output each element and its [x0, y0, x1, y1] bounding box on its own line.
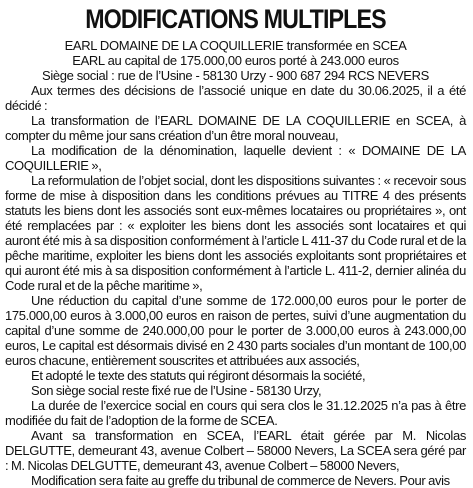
fiscal-year-paragraph: La durée de l’exercice social en cours qui sera clos le 31.12.2025 n’a pas à être modifiée du fait de l’adoption de la forme de SCEA. — [5, 398, 466, 428]
notice-title: MODIFICATIONS MULTIPLES — [85, 4, 386, 34]
registered-office-line: Siège social : rue de l’Usine - 58130 Urzy - 900 687 294 RCS NEVERS — [42, 68, 429, 83]
registry-filing-paragraph: Modification sera faite au greffe du tribunal de commerce de Nevers. Pour avis — [31, 473, 450, 488]
registered-office-paragraph: Son siège social reste fixé rue de l’Usine - 58130 Urzy, — [31, 383, 322, 398]
decision-intro-paragraph: Aux termes des décisions de l’associé unique en date du 30.06.2025, il a été décidé : — [5, 83, 466, 113]
capital-change-paragraph: Une réduction du capital d’une somme de 172.000,00 euros pour le porter de 175.000,00 euros à 3.000,00 euros en raison de pertes, suivi d’une augmentation du capital d’une somme de 240.000,00 pour le porter de 3.000,00 euros à 243.000,00 euros, Le capital est désormais divisé en 2 430 parts sociales d’un montant de 100,00 euros chacune, entièrement souscrites et attribuées aux associés, — [5, 293, 466, 368]
management-paragraph: Avant sa transformation en SCEA, l’EARL était gérée par M. Nicolas DELGUTTE, demeurant 43, avenue Colbert – 58000 Nevers, La SCEA sera géré par : M. Nicolas DELGUTTE, demeurant 43, avenue Colbert – 58000 Nevers, — [5, 428, 466, 473]
transformation-paragraph: La transformation de l’EARL DOMAINE DE LA COQUILLERIE en SCEA, à compter du même jour sans création d’un être moral nouveau, — [5, 113, 466, 143]
name-change-paragraph: La modification de la dénomination, laquelle devient : « DOMAINE DE LA COQUILLERIE », — [5, 143, 466, 173]
corporate-purpose-paragraph: La reformulation de l’objet social, dont les dispositions suivantes : « recevoir sous forme de mise à disposition dans les conditions prévues au TITRE 4 des présents statuts les biens dont les associés sont eux-mêmes locataires ou propriétaires », ont été remplacées par : « exploiter les biens dont les associés sont locataires et qui auront été mis à sa disposition conformément à l’article L 411-37 du Code rural et de la pêche maritime, exploiter les biens dont les associés exploitants sont propriétaires et qui auront été mis à sa disposition conformément à l’article L. 411-2, dernier alinéa du Code rural et de la pêche maritime », — [5, 173, 466, 293]
statutes-adoption-paragraph: Et adopté le texte des statuts qui régiront désormais la société, — [31, 368, 366, 383]
capital-line: EARL au capital de 175.000,00 euros porté à 243.000 euros — [72, 53, 399, 68]
company-name-line: EARL DOMAINE DE LA COQUILLERIE transformée en SCEA — [64, 38, 407, 53]
